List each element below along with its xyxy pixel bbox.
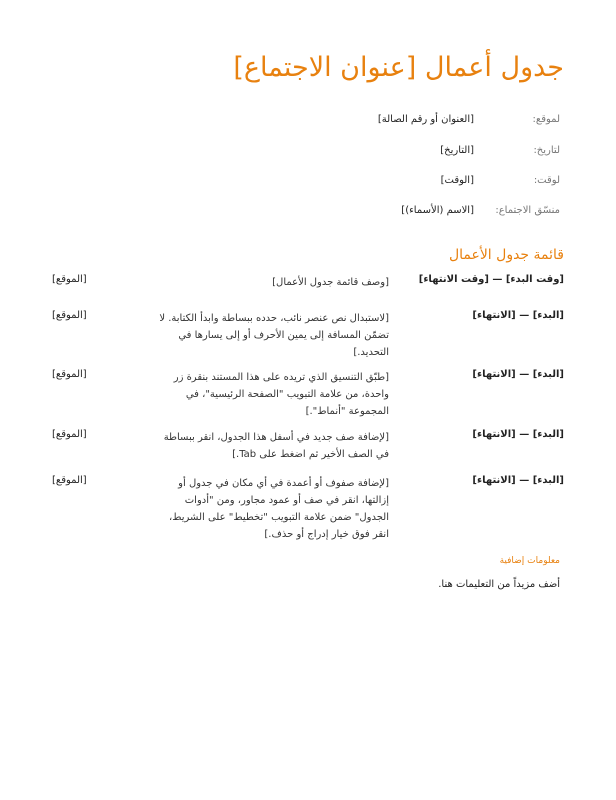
item-location[interactable]: [الموقع] — [52, 429, 87, 440]
item-location[interactable]: [الموقع] — [52, 310, 87, 321]
location-value[interactable]: [العنوان أو رقم الصالة] — [377, 114, 474, 125]
agenda-heading: قائمة جدول الأعمال — [448, 247, 564, 263]
item-description[interactable]: [لإضافة صف جديد في أسفل هذا الجدول، انقر ببساطة في الصف الأخير ثم اضغط على Tab.] — [163, 432, 389, 460]
item-description[interactable]: [لإضافة صفوف أو أعمدة في أي مكان في جدول أو إزالتها، انقر في صف أو عمود مجاور، ومن "أدوات الجدول" ضمن علامة التبويب "تخطيط" على الشريط، انقر فوق خيار إدراج أو حذف.] — [169, 478, 389, 540]
additional-info-body[interactable]: أضف مزيداً من التعليمات هنا. — [438, 579, 560, 590]
organizer-value[interactable]: [الاسم (الأسماء)] — [401, 205, 474, 216]
header-location[interactable]: [الموقع] — [52, 274, 87, 285]
document-title: جدول أعمال [عنوان الاجتماع] — [233, 52, 564, 83]
header-time-range[interactable]: [وقت البدء] — [وقت الانتهاء] — [418, 274, 564, 285]
organizer-row — [270, 205, 560, 223]
time-value[interactable]: [الوقت] — [440, 175, 474, 186]
header-description[interactable]: [وصف قائمة جدول الأعمال] — [272, 277, 389, 288]
item-time-range[interactable]: [البدء] — [الانتهاء] — [472, 310, 564, 321]
item-description[interactable]: [طبّق التنسيق الذي تريده على هذا المستند بنقرة زر واحدة، من علامة التبويب "الصفحة الرئيسية"، في المجموعة "أنماط".] — [173, 372, 389, 417]
agenda-item — [52, 369, 564, 421]
agenda-item — [52, 429, 564, 465]
item-time-range[interactable]: [البدء] — [الانتهاء] — [472, 369, 564, 380]
location-row — [270, 114, 560, 132]
agenda-header-row — [52, 274, 564, 292]
item-time-range[interactable]: [البدء] — [الانتهاء] — [472, 429, 564, 440]
date-label: لتاريخ: — [533, 145, 560, 156]
item-time-range[interactable]: [البدء] — [الانتهاء] — [472, 475, 564, 486]
date-value[interactable]: [التاريخ] — [440, 145, 474, 156]
agenda-item — [52, 310, 564, 362]
additional-info-heading: معلومات إضافية — [499, 556, 560, 566]
item-description[interactable]: [لاستبدال نص عنصر نائب، حدده ببساطة وابدأ الكتابة. لا تضمّن المسافة إلى يمين الأحرف أو إلى يسارها في التحديد.] — [159, 313, 389, 358]
item-location[interactable]: [الموقع] — [52, 369, 87, 380]
date-row — [270, 145, 560, 163]
agenda-item — [52, 475, 564, 545]
item-location[interactable]: [الموقع] — [52, 475, 87, 486]
organizer-label: منسّق الاجتماع: — [495, 205, 560, 216]
time-row — [270, 175, 560, 193]
location-label: لموقع: — [532, 114, 560, 125]
time-label: لوقت: — [533, 175, 560, 186]
